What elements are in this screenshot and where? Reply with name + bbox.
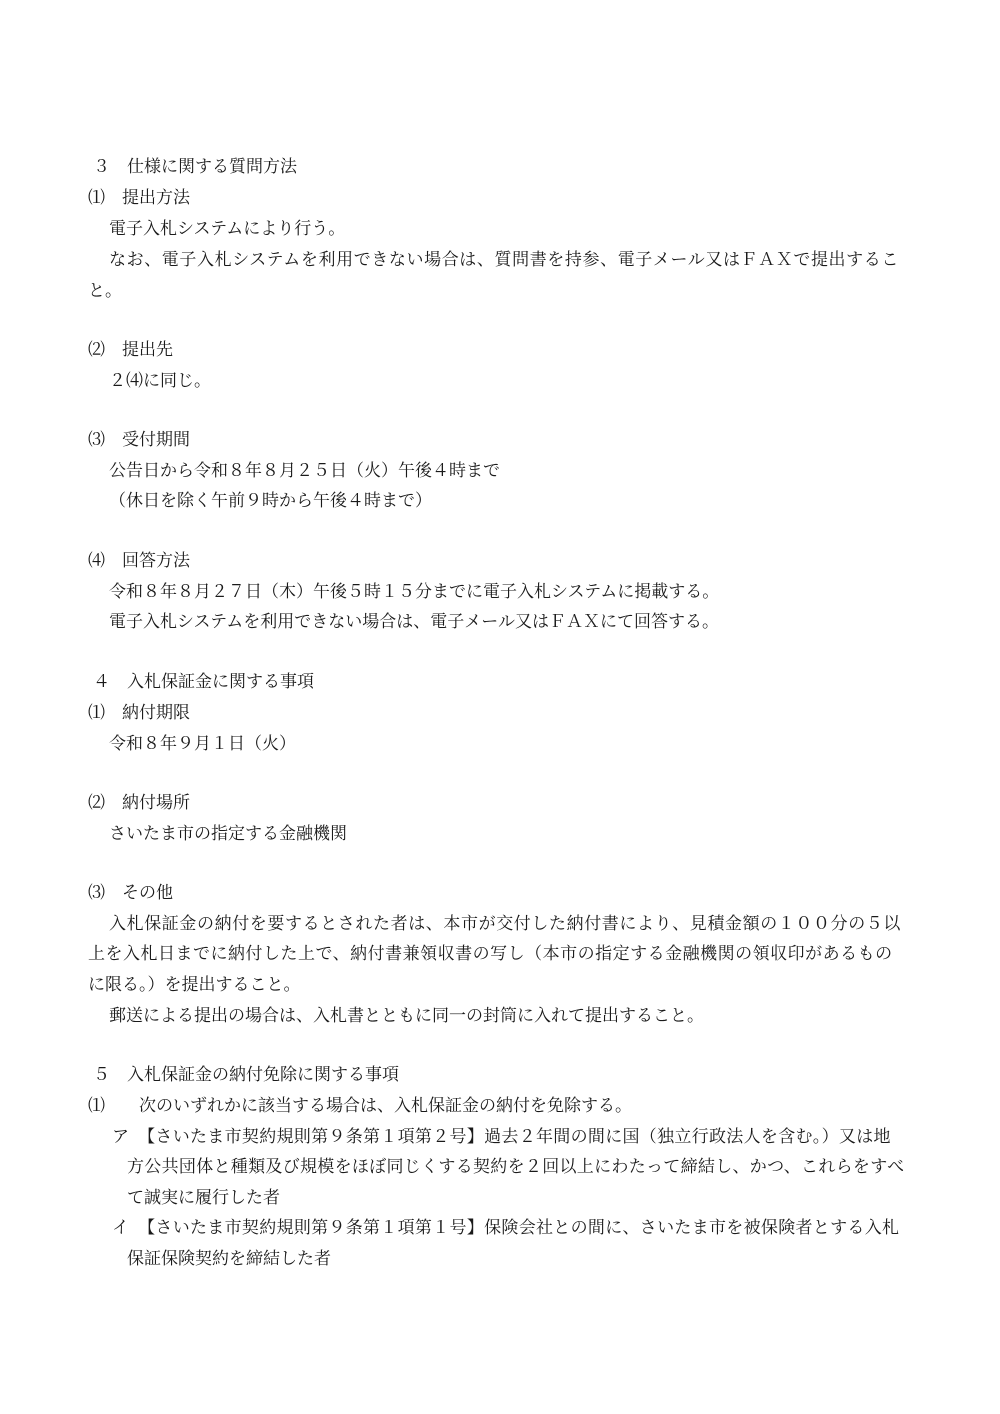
section-5-item-1-a-text: 方公共団体と種類及び規模をほぼ同じくする契約を２回以上にわたって締結し、かつ、これらをすべ — [127, 1157, 905, 1177]
section-4-item-3-title: ⑶ その他 — [88, 883, 173, 903]
section-4-item-3-text: 入札保証金の納付を要するとされた者は、本市が交付した納付書により、見積金額の１００分の５以 — [109, 914, 901, 934]
section-5-item-1-b-text: 保証保険契約を締結した者 — [127, 1249, 331, 1269]
section-3-item-3-text: （休日を除く午前９時から午後４時まで） — [109, 491, 432, 511]
section-3-item-1-title: ⑴ 提出方法 — [88, 188, 190, 208]
section-4-heading: ４ 入札保証金に関する事項 — [93, 672, 314, 692]
section-4-item-2-text: さいたま市の指定する金融機関 — [109, 824, 347, 844]
section-5-item-1-a-text: ア 【さいたま市契約規則第９条第１項第２号】過去２年間の間に国（独立行政法人を含む。）又は地 — [112, 1127, 891, 1147]
section-3-item-1-text: 電子入札システムにより行う。 — [109, 219, 346, 239]
section-3-heading: ３ 仕様に関する質問方法 — [93, 157, 297, 177]
section-4-item-2-title: ⑵ 納付場所 — [88, 793, 190, 813]
section-3-item-3-title: ⑶ 受付期間 — [88, 430, 190, 450]
section-3-item-4-title: ⑷ 回答方法 — [88, 551, 190, 571]
section-4-item-3-text: に限る。）を提出すること。 — [88, 975, 301, 995]
section-4-item-1-text: 令和８年９月１日（火） — [109, 734, 296, 754]
section-5-item-1-b-text: イ 【さいたま市契約規則第９条第１項第１号】保険会社との間に、さいたま市を被保険者とする入札 — [112, 1218, 900, 1238]
section-4-item-3-text: 郵送による提出の場合は、入札書とともに同一の封筒に入れて提出すること。 — [109, 1006, 704, 1026]
section-4-item-1-title: ⑴ 納付期限 — [88, 703, 190, 723]
section-5-item-1-a-text: て誠実に履行した者 — [127, 1188, 280, 1208]
section-5-item-1-title: ⑴ 次のいずれかに該当する場合は、入札保証金の納付を免除する。 — [88, 1096, 632, 1116]
section-3-item-1-text: と。 — [88, 281, 122, 301]
section-3-item-4-text: 令和８年８月２７日（木）午後５時１５分までに電子入札システムに掲載する。 — [109, 582, 720, 602]
section-4-item-3-text: 上を入札日までに納付した上で、納付書兼領収書の写し（本市の指定する金融機関の領収印があるもの — [88, 944, 893, 964]
section-3-item-2-title: ⑵ 提出先 — [88, 340, 173, 360]
section-5-heading: ５ 入札保証金の納付免除に関する事項 — [93, 1065, 399, 1085]
section-3-item-1-text: なお、電子入札システムを利用できない場合は、質問書を持参、電子メール又はＦＡＸで提出するこ — [109, 250, 899, 270]
section-3-item-3-text: 公告日から令和８年８月２５日（火）午後４時まで — [109, 461, 500, 481]
section-3-item-2-text: ２⑷に同じ。 — [109, 371, 211, 391]
section-3-item-4-text: 電子入札システムを利用できない場合は、電子メール又はＦＡＸにて回答する。 — [109, 612, 719, 632]
